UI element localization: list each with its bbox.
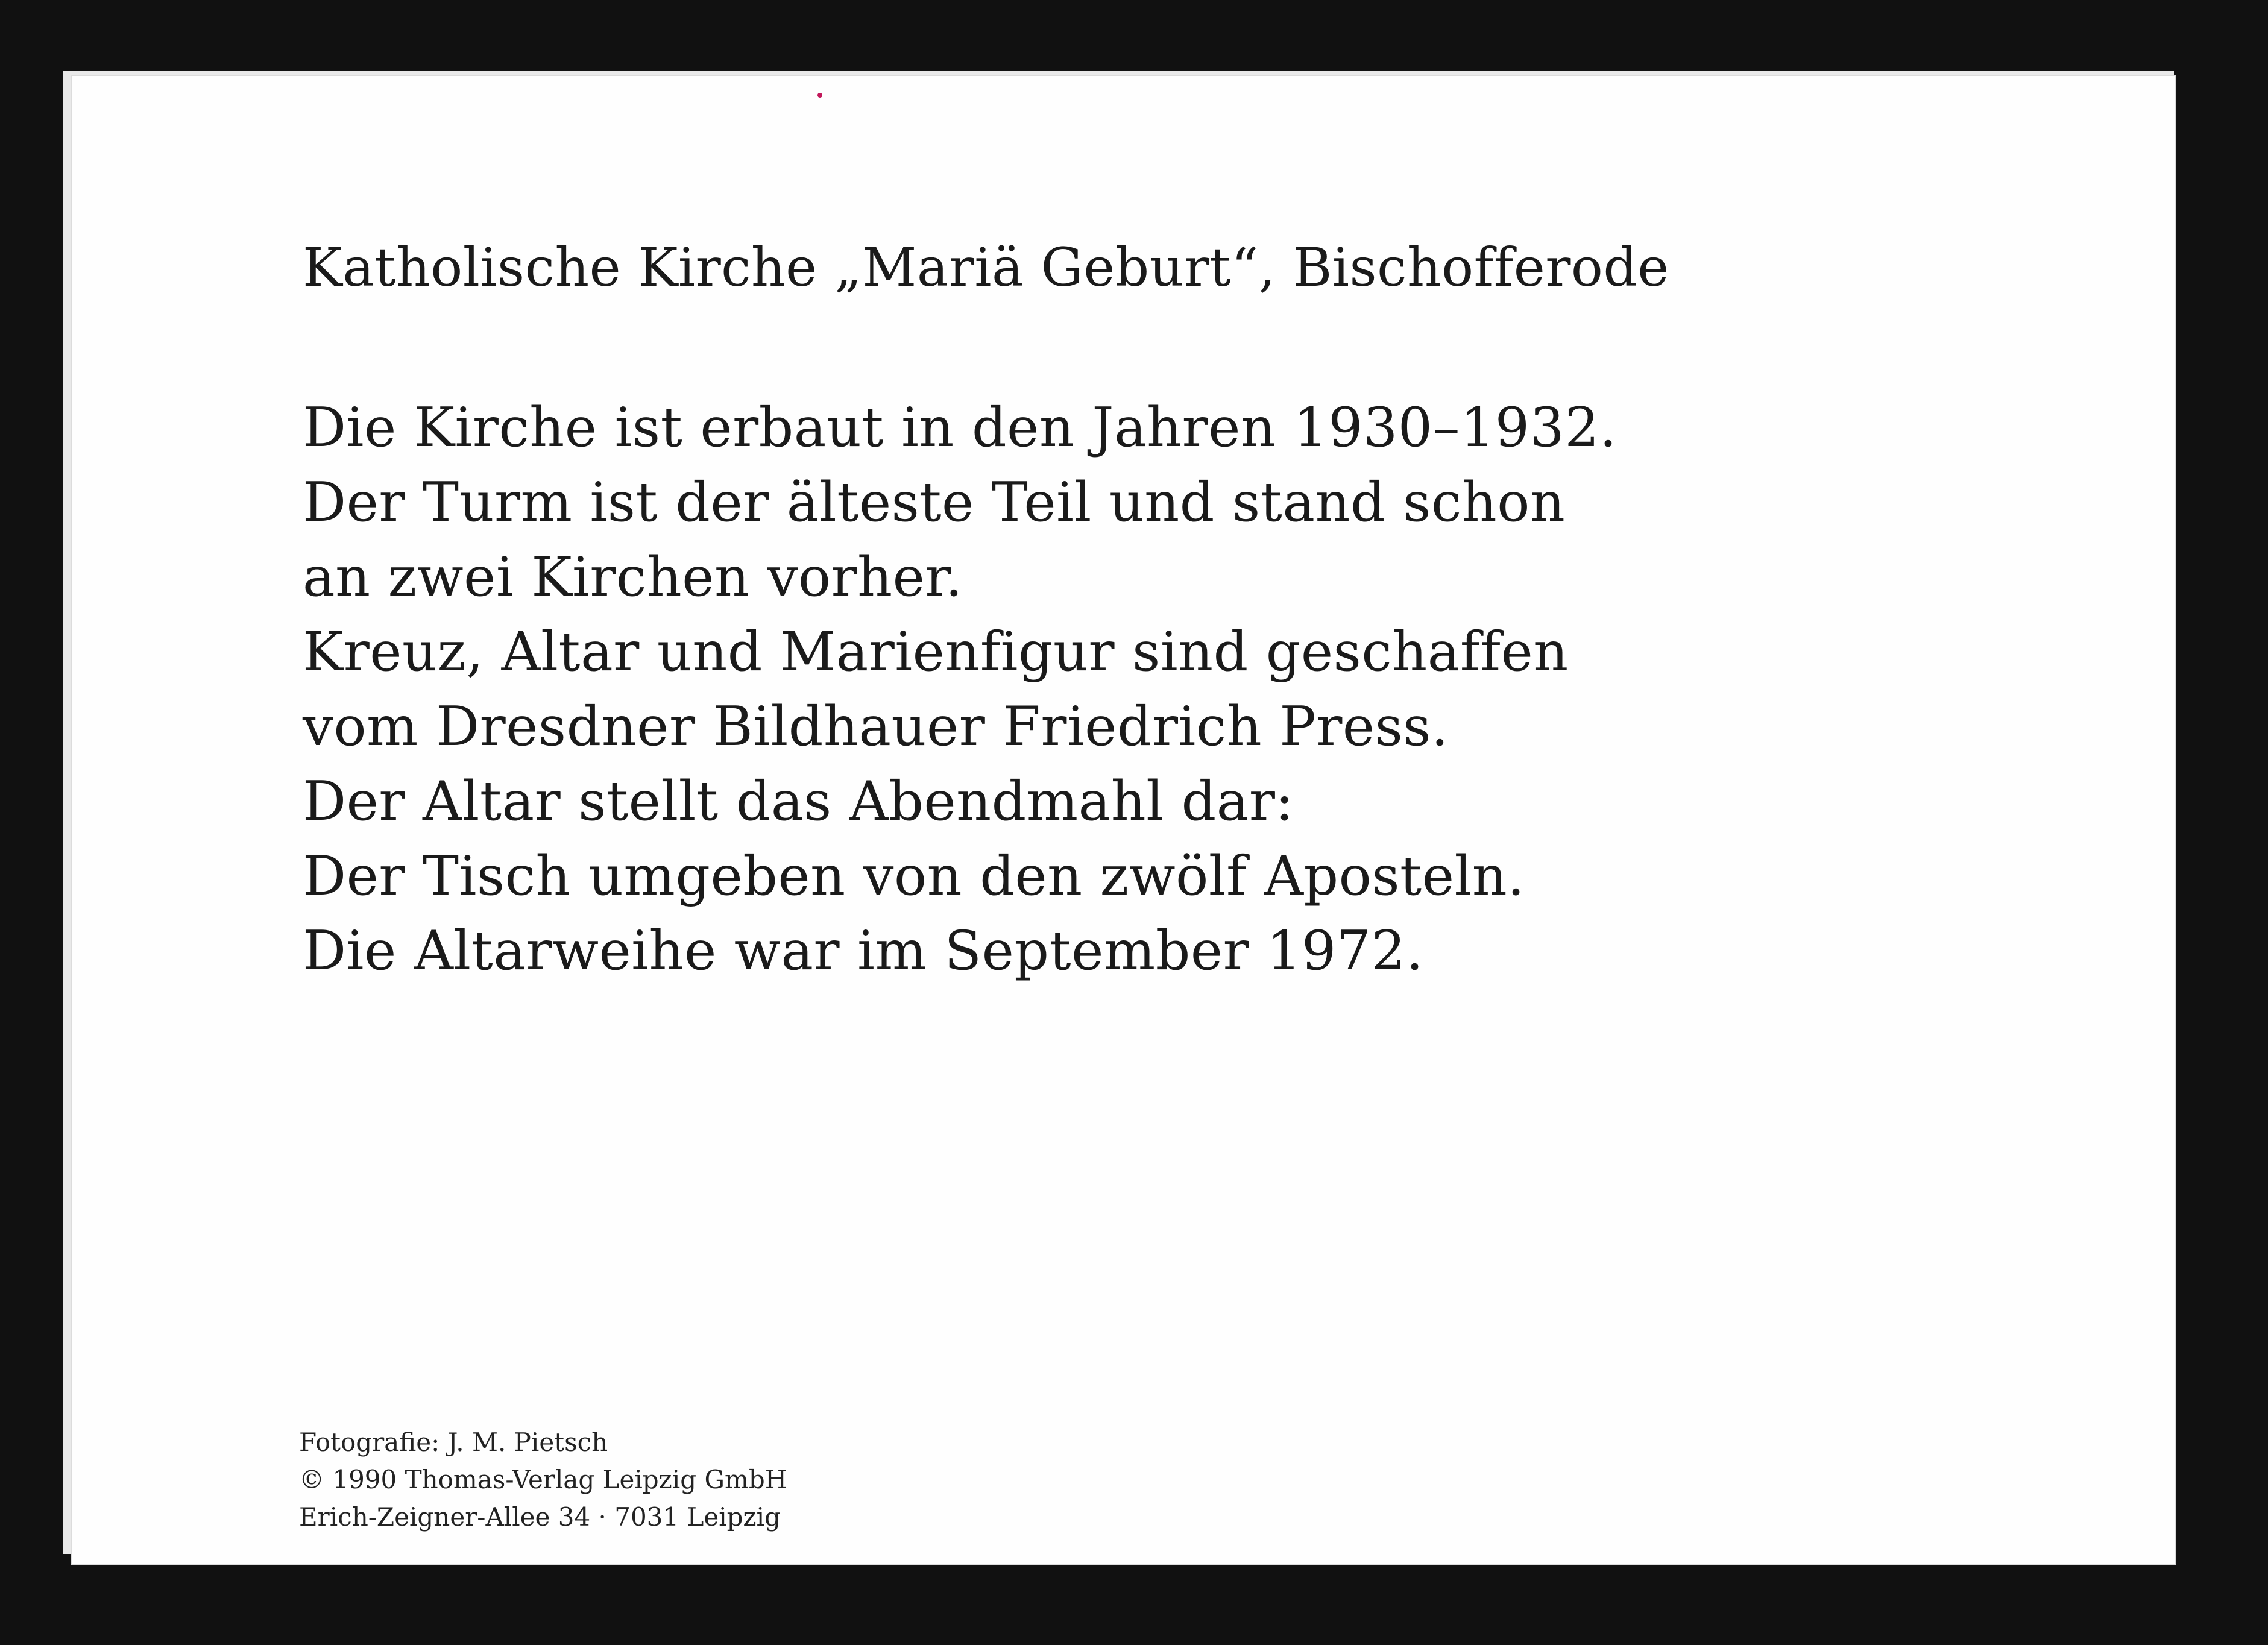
description-line: Die Altarweihe war im September 1972. [303, 919, 1424, 983]
publisher-address: Erich-Zeigner-Allee 34 · 7031 Leipzig [299, 1502, 781, 1532]
description-text [303, 391, 1617, 989]
description-line: Der Altar stellt das Abendmahl dar: [303, 770, 1294, 833]
description-line: vom Dresdner Bildhauer Friedrich Press. [303, 695, 1449, 758]
photo-credit: Fotografie: J. M. Pietsch [299, 1427, 608, 1457]
card-title: Katholische Kirche „Mariä Geburt“, Bischofferode [303, 236, 1669, 298]
description-line: Der Tisch umgeben von den zwölf Aposteln. [303, 845, 1525, 908]
postcard-back [71, 75, 2176, 1565]
description-line: Kreuz, Altar und Marienfigur sind geschaffen [303, 620, 1569, 684]
description-line: Der Turm ist der älteste Teil und stand schon [303, 471, 1566, 534]
description-line: Die Kirche ist erbaut in den Jahren 1930–1932. [303, 396, 1618, 459]
description-line: an zwei Kirchen vorher. [303, 546, 963, 609]
copyright-line: © 1990 Thomas-Verlag Leipzig GmbH [299, 1465, 787, 1494]
publisher-credits [299, 1424, 787, 1536]
ink-speck [817, 93, 822, 98]
